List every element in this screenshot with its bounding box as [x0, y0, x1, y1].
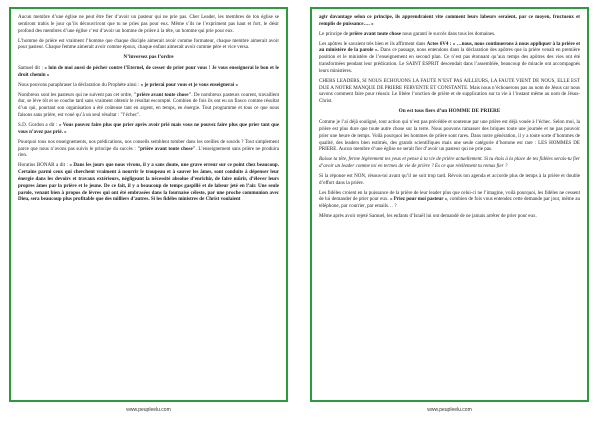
right-page — [310, 7, 589, 402]
text: Nombreux sont les pasteurs qui ne suivent pas cet ordre, — [18, 91, 134, 98]
text: Pourquoi tous nos enseignements, nos prédications, nos conseils semblent tomber dans les oreilles de sourds ? Tout simplement parce que nous n’avons pas suivis le principe du succès : — [18, 138, 279, 152]
text: , combien de fois vous entendez cette demande par jour, même au téléphone, par courrier, par emails… ? — [319, 196, 580, 210]
paragraph: L’homme de prière est vraiment l’homme que chaque disciple aimerait avoir comme formateur, chaque membre aimerait avoir pour pasteur. Chaque femme aimerait avoir comme époux, chaque enfant aimerait avoir comme père et vice versa. — [18, 37, 279, 51]
text: S.D. Gordon a dit : — [18, 121, 59, 128]
section-heading: N’inversez pas l’ordre — [123, 54, 174, 61]
paragraph — [18, 92, 279, 119]
paragraph: Comme je l’ai déjà souligné, tout action qui n’est pas précédée et soutenue par une prière est déjà vouée à l’échec. Selon moi, la prière est plus dure que toute autre chose sur la terre. Nous pouvons ramasser des briques toute une journée et ne pas pouvoir prier une heure de temps. Voilà pourquoi les hommes de prière sont rares. Dans notre génération, il y a toute sorte d’hommes de qualité, des leaders bien estimés, des grands scientifiques mais une seule catégorie d’homme est rare : LES HOMMES DE PRIERE. Aucun membre d’une église ne serait fier d’avoir un pasteur qui ne prie pas. — [319, 118, 580, 153]
text: Nous pouvons paraphraser la déclaration du Prophète ainsi : — [18, 81, 141, 88]
paragraph — [319, 14, 580, 28]
quote: « Dans les jours que nous vivons, il y a sans doute, une grave erreur sur ce point chez beaucoup. Certains parmi ceux qui cherchent vraiment à nourrir le troupeau et à sauver les âmes, sont conduits à dépenser leur énergie dans les devoirs et travaux extérieurs, négligeant la nécessité absolue d’enrichir, de faire mûrir, d’élever leurs propres âmes par la prière et le jeune. De ce fait, il y a beaucoup de temps gaspillé et de labeur jeté en l’air. Une seule parole, venant bien à propos de lèvres qui ont été embrasées dans la fournaise céleste, par une proche communion avec Dieu, sera beaucoup plus profitable que des milliers d’autres. Si les fidèles ministres de Christ voulaient — [18, 162, 280, 203]
paragraph — [319, 156, 580, 170]
quote: « Vous pouvez faire plus que prier après avoir prié mais vous ne pouvez faire plus que prier tant que vous n’avez pas prié. » — [18, 121, 279, 135]
paragraph — [18, 82, 279, 89]
section-heading: On est tous fiers d’un HOMME DE PRIERE — [398, 108, 501, 115]
paragraph — [319, 31, 580, 38]
paragraph — [18, 162, 279, 203]
text: Le principe de — [319, 30, 350, 37]
paragraph — [18, 65, 279, 79]
left-page — [9, 7, 288, 402]
italic-text: Baisse ta tête, ferme légèrement tes yeux et pense à ta vie de prière actuellement. Si tu étais à la place de tes fidèles serais-tu fier d’avoir un leader comme toi en termes de vie de prière ? Es ce que réellement tu remas fier ? — [319, 156, 580, 170]
text: nous garanti le succès dans tous les domaines. — [401, 30, 496, 37]
footer-website: www.peupleelu.com — [427, 407, 472, 413]
text: Les apôtres le savaient très bien et ils affirment dans — [319, 40, 427, 47]
emphasis: "prière avant toute chose" — [137, 145, 196, 152]
quote: Actes 6V4 : « …nous, nous continuerons à nous appliquer à la prière et au ministère de la parole ». — [319, 40, 581, 54]
quote: agir davantage selon ce principe, ils apprendraient vite comment leurs labeurs seraient, par ce moyen, fructueux et remplis de puissance…. » — [319, 14, 580, 27]
text: . De nombreux pasteurs courent, travaillent dur, se lève tôt et se couche tard sans vraiment obtenir le résultat escompté. Combien de fois ils ont eu un fiasco comme résultat d’un qui, pourtant son organisation a été coûteuse tant en argent, en temps, en énergie. Tout programme et tous ce que nous faisons sans prière, est voué qu’à un seul résultat : "l’échec". — [18, 91, 280, 119]
text: Horatius BONAR a dit : — [18, 162, 70, 169]
quote: « loin de moi aussi de pécher contre l’Eternel, de cesser de prier pour vous ! Je vous enseignerai le bon et le droit chemin » — [18, 65, 280, 78]
text: Les fidèles croient en la puissance de la prière de leur leader plus que celui-ci ne l’imagine, voilà pourquoi, les fidèles ne cessent de lui demander de prier pour eux. — [319, 189, 580, 203]
paragraph — [319, 41, 580, 75]
paragraph: Même après avoir rejeté Samuel, les enfants d’Israël lui ont demandé de ne jamais arrêter de prier pour eux. — [319, 213, 537, 220]
paragraph — [18, 139, 279, 160]
footer-website: www.peupleelu.com — [126, 407, 171, 413]
paragraph — [319, 190, 580, 211]
paragraph: Aucun membre d’une église ne peut être fier d’avoir un pasteur qui ne prie pas. Cher Leader, les membres de ton église se sentiront trahis le jour qu’ils découvriront que tu ne pries pas pour eux. Même s’ils ne l’expriment pas haut et fort, le désir profond des membres d’une église c’est d’avoir un homme de prière à la tête, un homme qui prie pour eux. — [18, 14, 279, 34]
paragraph: Si la réponse est NON, résous-toi avant qu’il ne soit trop tard. Révois ton agenda et accorde plus de temps à la prière et double d’effort dans la prière. — [319, 172, 580, 186]
text: . L’enseignement sans prière ne produira rien. — [18, 145, 279, 159]
emphasis: "prière avant toute chose" — [133, 91, 192, 98]
text: Dans ce passage, nous entendons dans la déclaration des apôtres que la prière venait en première position et le ministère de l’enseignement en second plan. Ce n’est pas étonnant qu’aux temps des apôtres des vies ont été transformées pendant leur prédication. Le SAINT ESPRIT descendait dans l’assemblée, beaucoup de miracle ont accompagnés leurs ministères. — [319, 47, 580, 74]
emphasis: prière avant toute chose — [349, 30, 402, 37]
paragraph: CHERS LEADERS, SI NOUS ECHOUONS LA FAUTE N’EST PAS AILLEURS, LA FAUTE VIENT DE NOUS, ELLE EST DUE A NOTRE MANQUE DE PRIERE FERVENTE ET CONSTANTE. Mais nous n’échouerons pas au nom de Jésus car nous savons comment faire pour réussir. Le libère l’onction de prière et de supplication sur ta vie à l’instant même au nom de Jésus-Christ. — [319, 77, 580, 105]
quote: « Priez pour moi pasteur » — [389, 196, 448, 203]
quote: « je prierai pour vous et je vous enseignerai » — [140, 81, 238, 88]
text: Samuel dit : — [18, 65, 45, 72]
paragraph — [18, 122, 279, 136]
